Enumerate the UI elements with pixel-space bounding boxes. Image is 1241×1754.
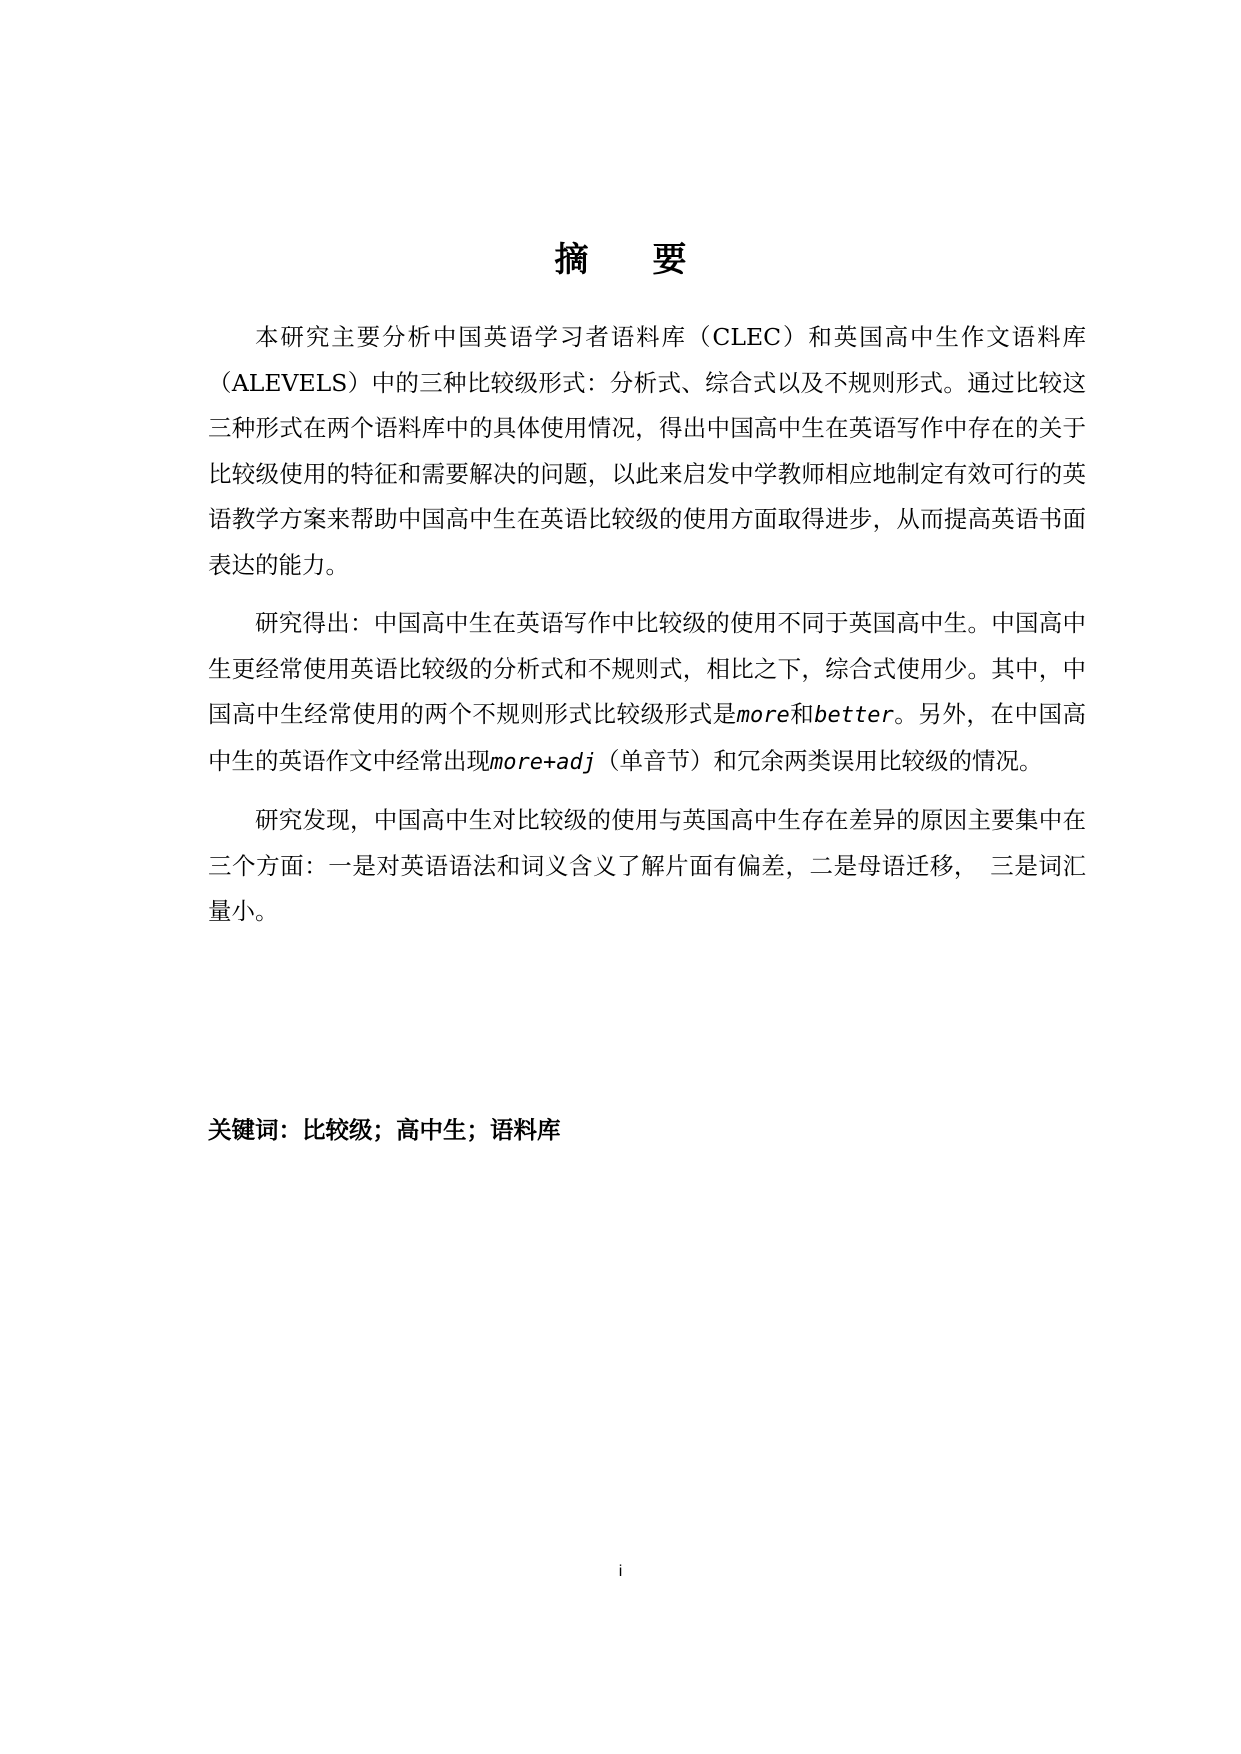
abstract-paragraph-2 — [208, 601, 1086, 785]
title-char-1: 摘 — [554, 240, 589, 280]
paragraph-2-text-b: 和 — [789, 700, 815, 728]
abstract-body — [208, 315, 1086, 948]
term-more: more — [736, 703, 790, 728]
term-better: better — [814, 703, 894, 728]
page-number: i — [618, 1563, 623, 1580]
paragraph-2-text-c: 。另外，在中国高中生的英语作文中经常出现 — [208, 700, 1087, 775]
paragraph-2-text-a: 研究得出：中国高中生在英语写作中比较级的使用不同于英国高中生。中国高中生更经常使用英语比较级的分析式和不规则式，相比之下，综合式使用少。其中，中国高中生经常使用的两个不规则形式比较级形式是 — [208, 609, 1086, 728]
abstract-title — [0, 235, 1241, 285]
paragraph-2-text-d: （单音节）和冗余两类误用比较级的情况。 — [595, 746, 1043, 775]
keywords-line: 关键词：比较级；高中生；语料库 — [208, 1116, 561, 1144]
abstract-paragraph-3: 研究发现，中国高中生对比较级的使用与英国高中生存在差异的原因主要集中在三个方面：一是对英语语法和词义含义了解片面有偏差，二是母语迁移， 三是词汇量小。 — [208, 806, 1086, 925]
term-more-adj: more+adj — [490, 749, 596, 775]
title-char-2: 要 — [652, 240, 687, 280]
abstract-paragraph-1: 本研究主要分析中国英语学习者语料库（CLEC）和英国高中生作文语料库（ALEVELS）中的三种比较级形式：分析式、综合式以及不规则形式。通过比较这三种形式在两个语料库中的具体使用情况，得出中国高中生在英语写作中存在的关于比较级使用的特征和需要解决的问题，以此来启发中学教师相应地制定有效可行的英语教学方案来帮助中国高中生在英语比较级的使用方面取得进步，从而提高英语书面表达的能力。 — [208, 323, 1086, 579]
